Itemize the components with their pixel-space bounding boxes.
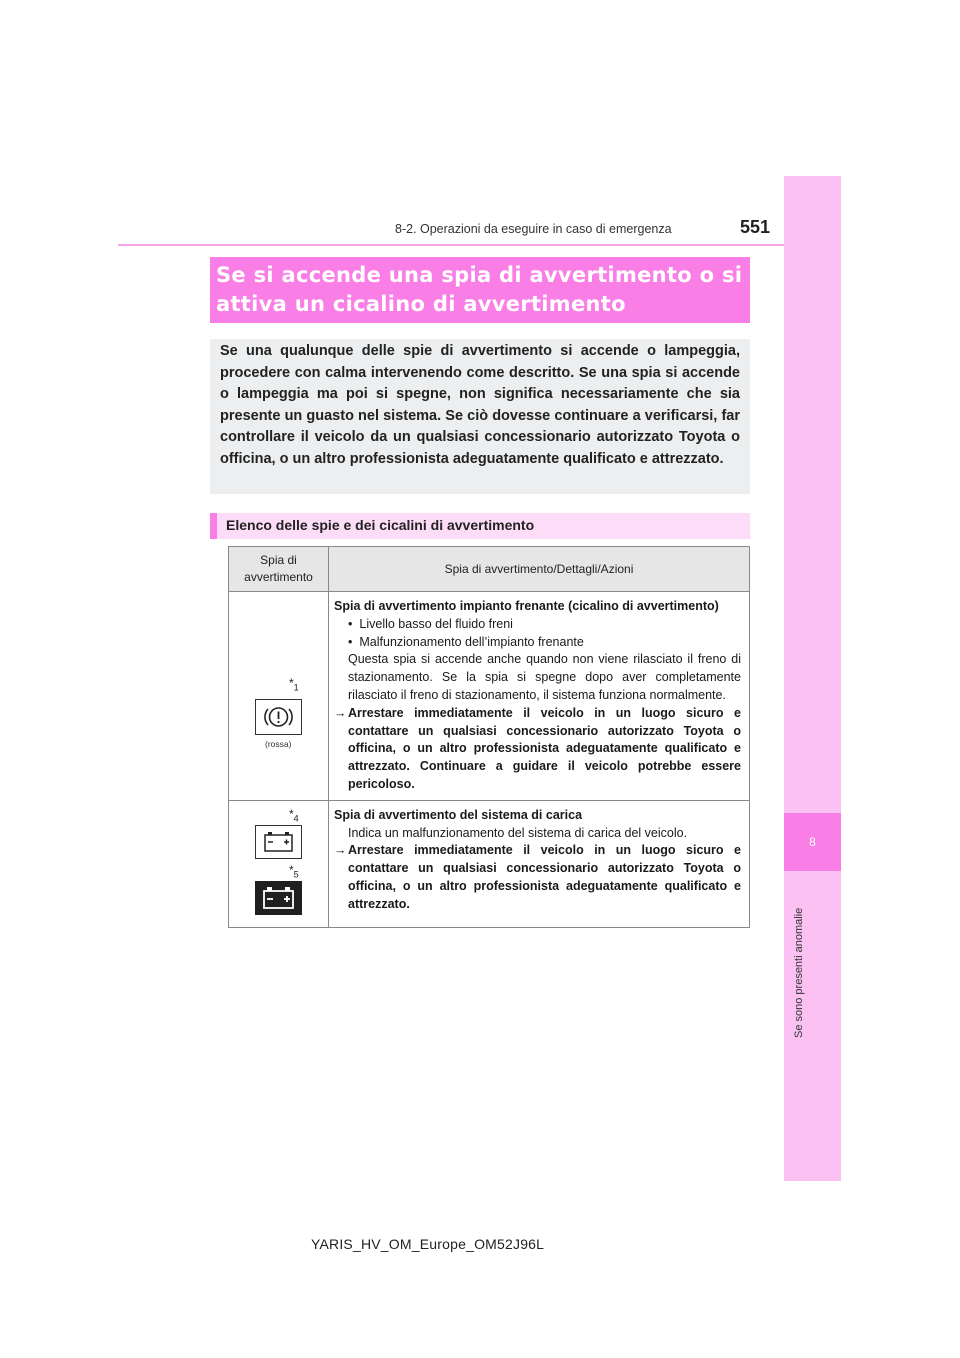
warning-title: Spia di avvertimento del sistema di carica xyxy=(334,807,583,822)
battery-icon xyxy=(255,825,302,859)
section-reference: 8-2. Operazioni da eseguire in caso di emergenza xyxy=(395,222,672,236)
page-number: 551 xyxy=(740,217,771,237)
warning-lights-table xyxy=(228,546,750,928)
arrow-icon: → xyxy=(334,843,347,858)
section-subheading: Elenco delle spie e dei cicalini di avvertimento xyxy=(210,513,750,539)
header-details: Spia di avvertimento/Dettagli/Azioni xyxy=(329,547,750,592)
warning-action xyxy=(334,705,741,794)
page-title-line1: Se si accende una spia di avvertimento o si xyxy=(216,263,743,287)
warning-title: Spia di avvertimento impianto frenante (cicalino di avvertimento) xyxy=(334,599,719,613)
table-row xyxy=(229,592,750,801)
page-title-line2: attiva un cicalino di avvertimento xyxy=(216,292,626,316)
detail-bullet: • Livello basso del fluido freni xyxy=(334,616,741,634)
icon-caption: (rossa) xyxy=(265,739,292,749)
action-text: Arrestare immediatamente il veicolo in un luogo sicuro e contattare un qualsiasi concessionario autorizzato Toyota o officina, o un altro professionista adeguatamente qualificato e attrezzato. Continuare a guidare il veicolo potrebbe essere pericoloso. xyxy=(348,705,741,791)
header-divider xyxy=(118,244,784,246)
brake-warning-icon xyxy=(255,699,302,735)
action-text: Arrestare immediatamente il veicolo in un luogo sicuro e contattare un qualsiasi concessionario autorizzato Toyota o officina, o un altro professionista adeguatamente qualificato e attrezzato. xyxy=(348,843,741,911)
page-title xyxy=(216,261,744,319)
intro-box xyxy=(210,339,750,494)
warning-detail: Questa spia si accende anche quando non viene rilasciato il freno di stazionamento. Se la spia si spegne dopo aver completamente rilasciato il freno di stazionamento, il sistema funziona normalmente. xyxy=(348,652,741,702)
arrow-icon: → xyxy=(334,705,347,720)
brake-warning-details xyxy=(329,592,750,801)
chapter-number: 8 xyxy=(784,813,841,871)
warning-detail: Indica un malfunzionamento del sistema di carica del veicolo. xyxy=(348,825,688,840)
intro-text: Se una qualunque delle spie di avvertimento si accende o lampeggia, procedere con calma intervenendo come descritto. Se una spia si accende o lampeggia ma poi si spegne, non significa necessariamente che sia presente un guasto nel sistema. Se ciò dovesse continuare a verificarsi, far controllare il veicolo da un qualsiasi concessionario autorizzato Toyota o officina, o un altro professionista adeguatamente qualificato e attrezzato. xyxy=(220,343,740,467)
charging-warning-cell xyxy=(229,800,329,927)
footnote-ref: $*_4$ xyxy=(289,806,299,824)
table-row xyxy=(229,800,750,927)
warning-action xyxy=(334,842,741,913)
charging-warning-details xyxy=(329,800,750,927)
table-header-row xyxy=(229,547,750,592)
footnote-ref: $*_1$ xyxy=(289,676,299,693)
chapter-label: Se sono presenti anomalie xyxy=(793,907,805,1038)
battery-icon xyxy=(255,881,302,915)
document-code: YARIS_HV_OM_Europe_OM52J96L xyxy=(311,1236,545,1252)
title-banner xyxy=(210,257,750,323)
footnote-ref: $*_5$ xyxy=(289,862,299,880)
header-warning-light: Spia di avvertimento xyxy=(229,547,329,592)
brake-warning-cell xyxy=(229,592,329,801)
detail-bullet: • Malfunzionamento dell’impianto frenante xyxy=(334,634,741,652)
